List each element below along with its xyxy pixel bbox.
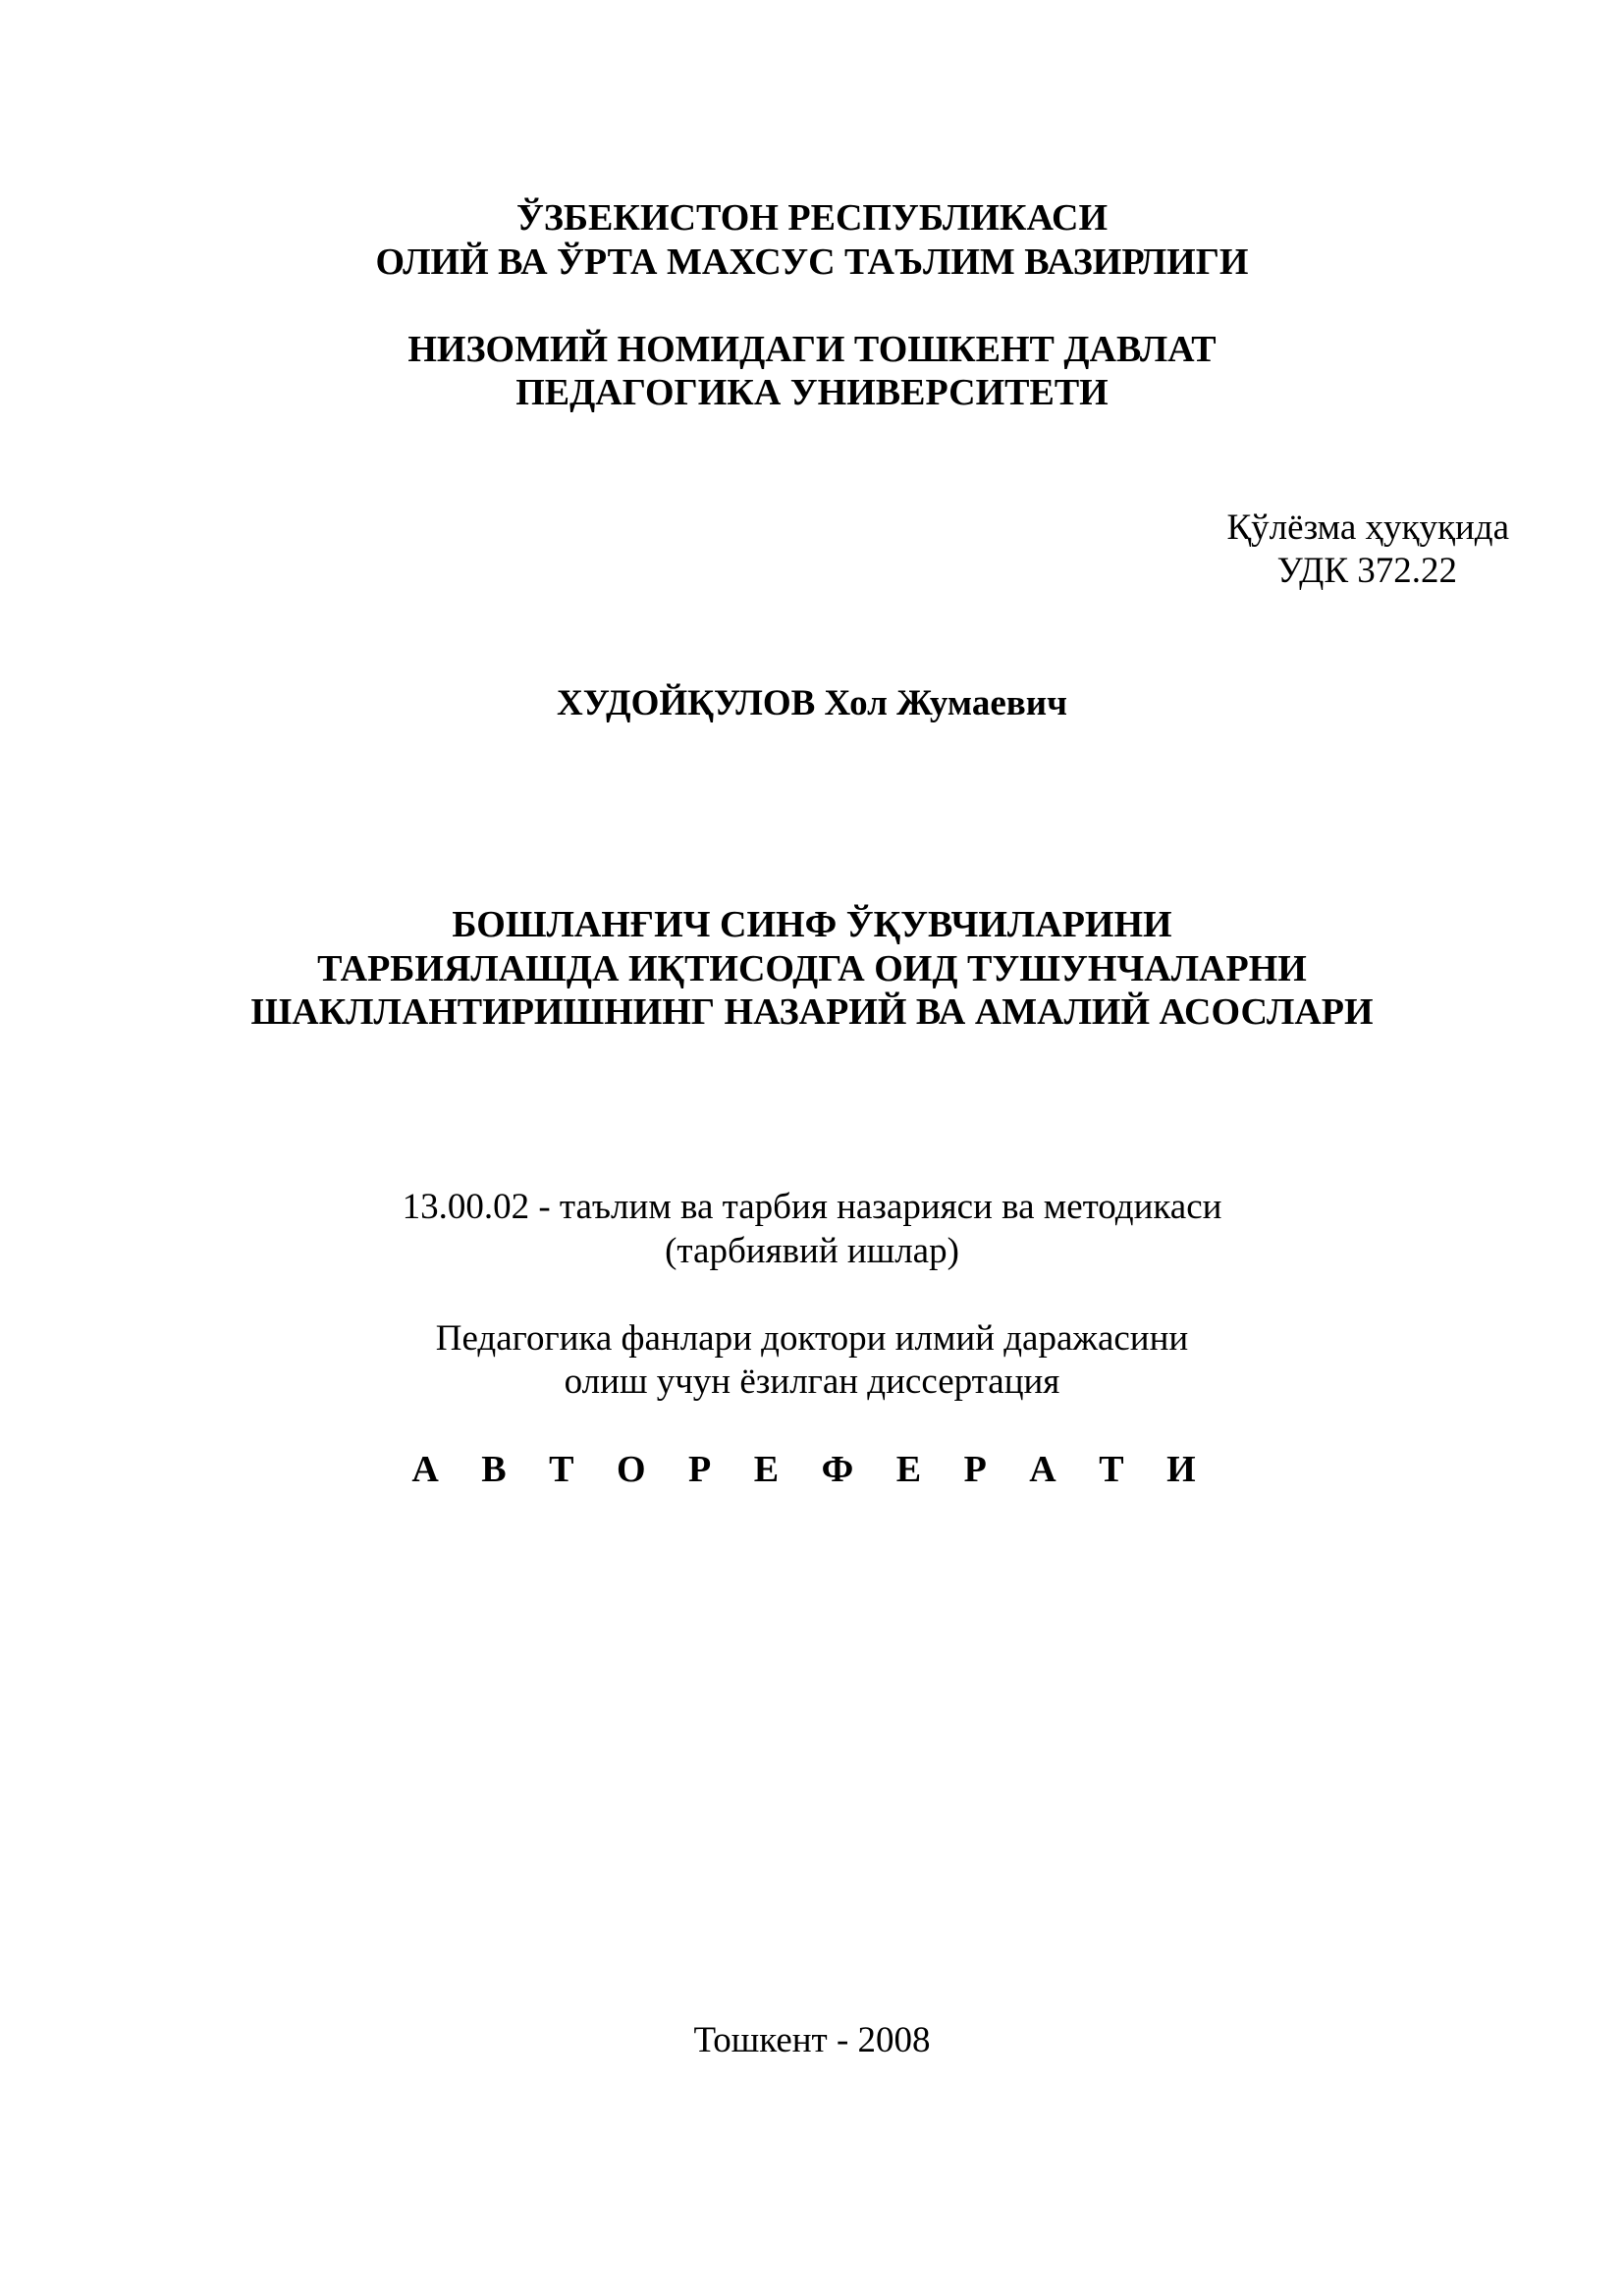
udk-code: УДК 372.22 bbox=[1276, 551, 1457, 591]
university-heading-line1: НИЗОМИЙ НОМИДАГИ ТОШКЕНТ ДАВЛАТ bbox=[407, 329, 1217, 370]
author-name: ХУДОЙҚУЛОВ Хол Жумаевич bbox=[557, 683, 1067, 723]
dissertation-title-line3: ШАКЛЛАНТИРИШНИНГ НАЗАРИЙ ВА АМАЛИЙ АСОСЛАРИ bbox=[250, 991, 1374, 1033]
document-type: А В Т О Р Е Ф Е Р А Т И bbox=[411, 1449, 1213, 1490]
manuscript-rights-label: Қўлёзма ҳуқуқида bbox=[1226, 507, 1509, 548]
degree-line2: олиш учун ёзилган диссертация bbox=[564, 1362, 1060, 1402]
country-heading: ЎЗБЕКИСТОН РЕСПУБЛИКАСИ bbox=[515, 197, 1109, 239]
ministry-heading: ОЛИЙ ВА ЎРТА МАХСУС ТАЪЛИМ ВАЗИРЛИГИ bbox=[375, 241, 1249, 283]
dissertation-title-line2: ТАРБИЯЛАШДА ИҚТИСОДГА ОИД ТУШУНЧАЛАРНИ bbox=[317, 948, 1307, 989]
specialty-subtitle: (тарбиявий ишлар) bbox=[665, 1231, 959, 1271]
dissertation-title-line1: БОШЛАНҒИЧ СИНФ ЎҚУВЧИЛАРИНИ bbox=[452, 904, 1172, 945]
specialty-code-line: 13.00.02 - таълим ва тарбия назарияси ва методикаси bbox=[402, 1187, 1222, 1227]
degree-line1: Педагогика фанлари доктори илмий даражасини bbox=[435, 1318, 1189, 1359]
university-heading-line2: ПЕДАГОГИКА УНИВЕРСИТЕТИ bbox=[515, 372, 1109, 413]
city-year: Тошкент - 2008 bbox=[693, 2020, 931, 2060]
